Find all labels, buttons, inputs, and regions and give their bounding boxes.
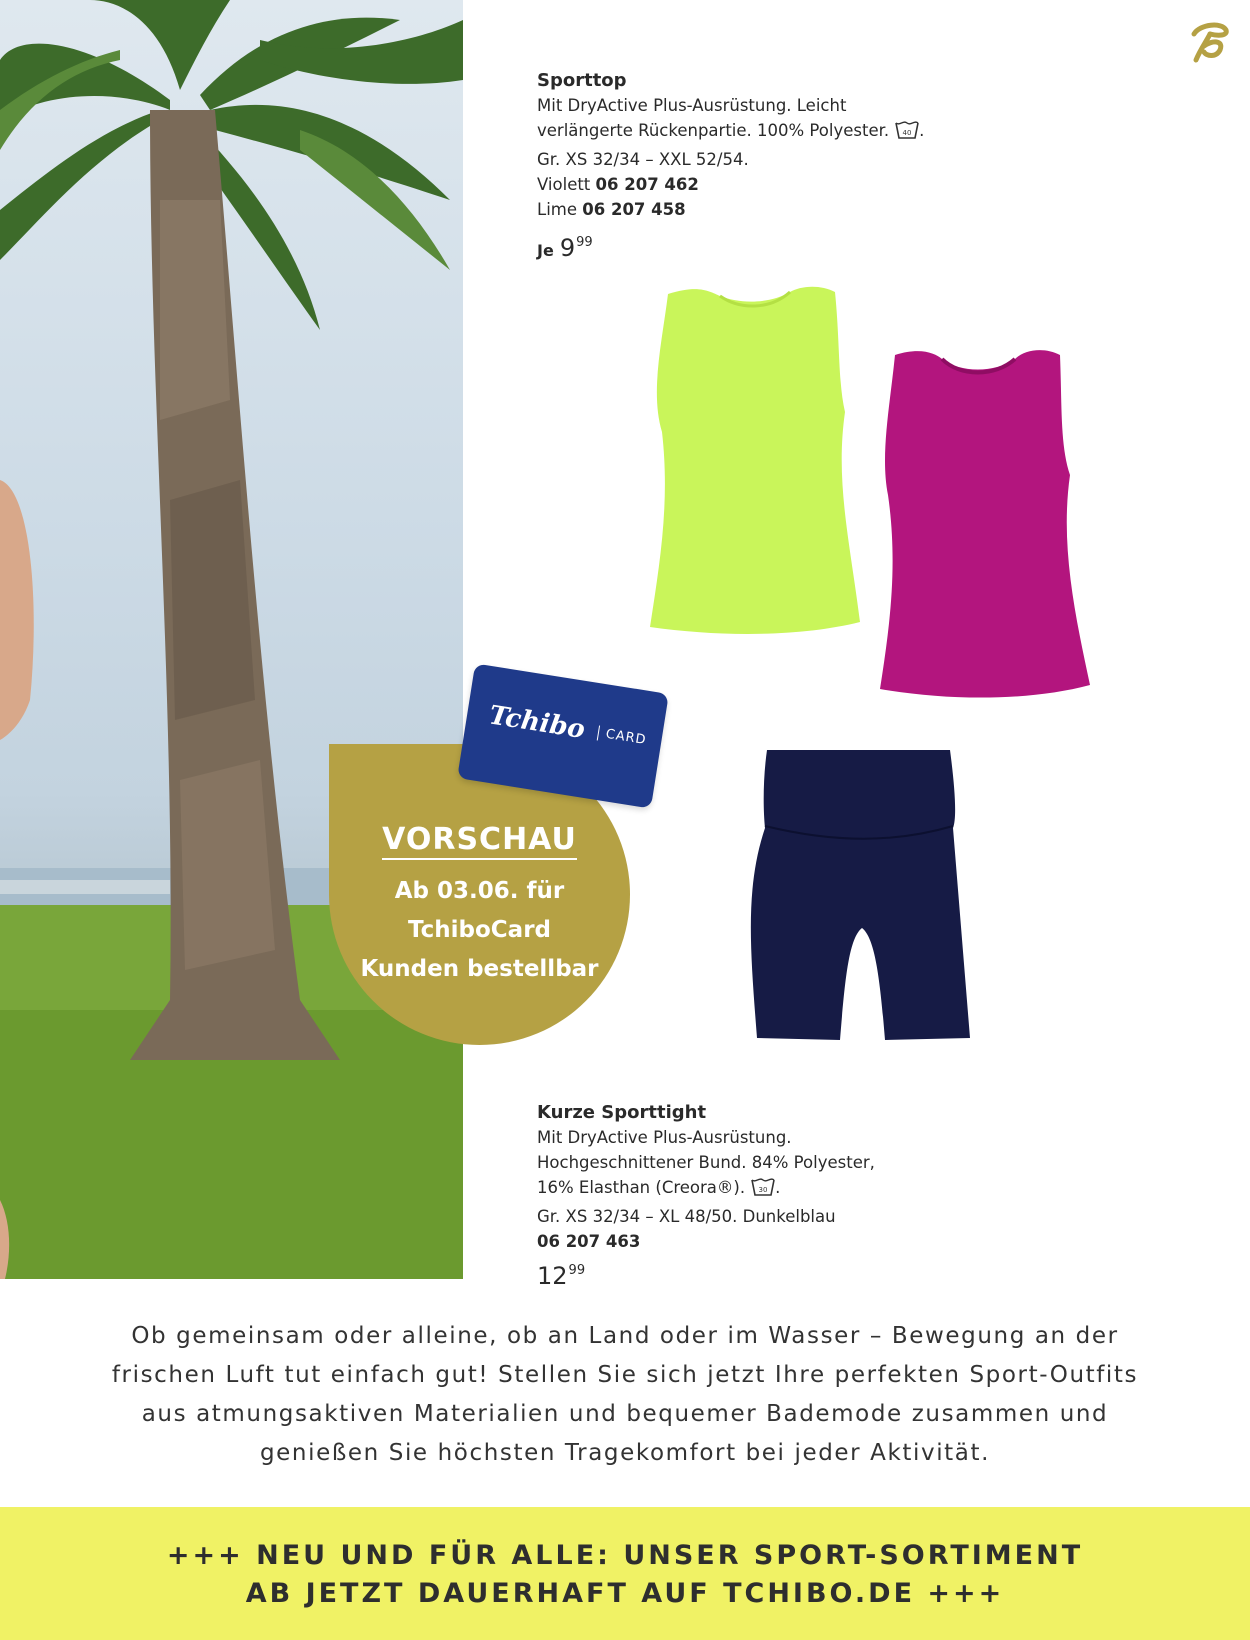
sporttight-price (537, 1258, 875, 1289)
badge-heading (329, 822, 630, 857)
sporttop-line2-row (537, 118, 924, 147)
sporttop-title: Sporttop (537, 70, 627, 91)
palm-tree-illustration (0, 0, 463, 1279)
lifestyle-photo (0, 0, 463, 1279)
sporttop-description (537, 68, 924, 263)
tchibo-logo-icon (1188, 20, 1232, 68)
price-cents: 99 (576, 235, 593, 250)
sporttight-line3-end: . (775, 1178, 781, 1197)
variant-article-number: 06 207 462 (595, 175, 699, 194)
badge-line-1: Ab 03.06. für (394, 878, 565, 904)
card-brand: Tchibo (486, 700, 588, 746)
sporttight-sizes: Gr. XS 32/34 – XL 48/50. Dunkelblau (537, 1207, 836, 1226)
sporttight-description (537, 1100, 875, 1289)
sporttop-line1: Mit DryActive Plus-Ausrüstung. Leicht (537, 96, 847, 115)
sporttight-line1: Mit DryActive Plus-Ausrüstung. (537, 1128, 792, 1147)
variant-color-name: Violett (537, 175, 591, 194)
intro-line-3: aus atmungsaktiven Materialien und bequemer Bademode zusammen und (141, 1401, 1109, 1427)
intro-paragraph (60, 1317, 1190, 1473)
intro-line-4: genießen Sie höchsten Tragekomfort bei jeder Aktivität. (259, 1440, 991, 1466)
variant-article-number: 06 207 458 (582, 200, 686, 219)
sporttop-price (537, 230, 924, 263)
sporttop-variant-violett (537, 172, 924, 197)
banner-line-1: +++ NEU UND FÜR ALLE: UNSER SPORT-SORTIMENT (166, 1540, 1084, 1571)
price-cents: 99 (568, 1263, 586, 1278)
banner-line-2: AB JETZT DAUERHAFT AUF TCHIBO.DE +++ (245, 1578, 1005, 1609)
intro-line-2: frischen Luft tut einfach gut! Stellen Sie sich jetzt Ihre perfekten Sport-Outfits (111, 1362, 1139, 1388)
badge-line-3: Kunden bestellbar (360, 956, 599, 982)
sporttight-line3-row (537, 1175, 875, 1204)
intro-line-1: Ob gemeinsam oder alleine, ob an Land oder im Wasser – Bewegung an der (131, 1323, 1119, 1349)
promo-banner (0, 1507, 1250, 1640)
price-prefix: Je (537, 241, 554, 260)
sporttight-line2: Hochgeschnittener Bund. 84% Polyester, (537, 1153, 875, 1172)
wash-temp-label: 40 (902, 129, 912, 137)
badge-heading-text: VORSCHAU (382, 822, 577, 860)
sporttop-sizes: Gr. XS 32/34 – XXL 52/54. (537, 150, 749, 169)
price-main: 12 (537, 1262, 568, 1290)
card-label: CARD (597, 726, 648, 748)
wash-40-icon (895, 120, 919, 147)
sporttop-violett-image (880, 345, 1095, 704)
sporttop-line2-end: . (919, 121, 925, 140)
sporttight-article-number (537, 1229, 875, 1254)
sporttight-title: Kurze Sporttight (537, 1102, 707, 1123)
wash-30-icon (751, 1177, 775, 1204)
sporttop-lime-image (650, 282, 870, 641)
sporttop-line2: verlängerte Rückenpartie. 100% Polyester. (537, 121, 890, 140)
price-main: 9 (559, 234, 576, 262)
sporttop-variant-lime (537, 197, 924, 222)
sporttight-line3: 16% Elasthan (Creora®). (537, 1178, 746, 1197)
article-number: 06 207 463 (537, 1232, 641, 1251)
badge-line-2: TchiboCard (408, 917, 551, 943)
wash-temp-label: 30 (758, 1186, 768, 1194)
sporttight-image (745, 748, 980, 1047)
variant-color-name: Lime (537, 200, 578, 219)
